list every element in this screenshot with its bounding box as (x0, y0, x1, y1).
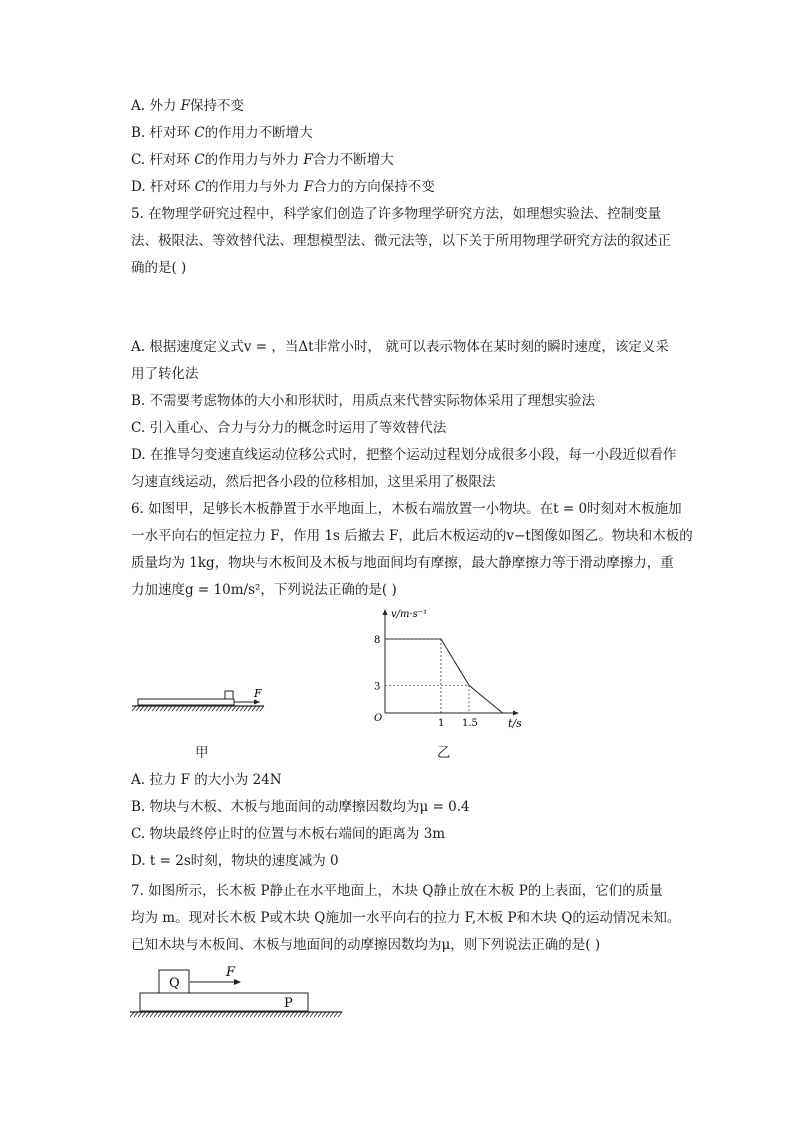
hatch-mark (196, 706, 200, 711)
q6-stem-line-1: 6. 如图甲，足够长木板静置于水平地面上，木板右端放置一小物块。在t = 0时刻对木板施加 (131, 501, 682, 517)
x-axis-arrow (513, 711, 519, 716)
hatch-mark (210, 1012, 214, 1017)
graph-marks (374, 635, 503, 729)
hatch-mark (266, 1012, 270, 1017)
hatch-mark (310, 1012, 314, 1017)
q5-stem-line-2: 法、极限法、等效替代法、理想模型法、微元法等，以下关于所用物理学研究方法的叙述正 (131, 233, 671, 249)
hatch-mark (240, 706, 244, 711)
hatch-mark (174, 1012, 178, 1017)
force-label: F (226, 965, 236, 980)
hatch-mark (246, 1012, 250, 1017)
q7-stem-line-3: 已知木块与木板间、木板与地面间的动摩擦因数均为μ，则下列说法正确的是( ) (131, 937, 601, 953)
hatch-mark (314, 1012, 318, 1017)
hatch-mark (248, 706, 252, 711)
hatch-mark (204, 706, 208, 711)
hatch-mark (148, 706, 152, 711)
hatch-mark (216, 706, 220, 711)
hatch-mark (334, 1012, 338, 1017)
x-tick-label: 1.5 (462, 718, 478, 729)
q5-stem-line-1: 5. 在物理学研究过程中，科学家们创造了许多物理学研究方法，如理想实验法、控制变量 (131, 206, 662, 222)
y-tick-label: 8 (374, 635, 381, 646)
hatch-mark (170, 1012, 174, 1017)
q6-option-d: D. t = 2s时刻，物块的速度减为 0 (131, 853, 339, 869)
hatch-mark (318, 1012, 322, 1017)
hatch-mark (162, 1012, 166, 1017)
q5-option-d: D. 在推导匀变速直线运动位移公式时，把整个运动过程划分成很多小段，每一小段近似看作 (131, 447, 677, 463)
hatch-mark (220, 706, 224, 711)
hatch-mark (270, 1012, 274, 1017)
q7-stem-line-2: 均为 m。现对长木板 P或木块 Q施加一水平向右的拉力 F,木板 P和木块 Q的运动情况未知。 (131, 910, 681, 926)
origin-label: O (374, 713, 383, 724)
figure-yi-caption: 乙 (437, 745, 451, 761)
force-arrowhead (254, 700, 260, 705)
hatch-mark (184, 706, 188, 711)
q7-stem-line-1: 7. 如图所示，长木板 P静止在水平地面上，木块 Q静止放在木板 P的上表面，它们的质量 (131, 883, 663, 899)
hatch-mark (160, 706, 164, 711)
hatch-mark (282, 1012, 286, 1017)
hatch-mark (222, 1012, 226, 1017)
hatch-mark (236, 706, 240, 711)
q6-option-a: A. 拉力 F 的大小为 24N (131, 772, 282, 788)
hatch-mark (168, 706, 172, 711)
hatch-mark (182, 1012, 186, 1017)
hatch-mark (142, 1012, 146, 1017)
hatch-mark (244, 706, 248, 711)
hatch-mark (260, 706, 264, 711)
hatch-mark (144, 706, 148, 711)
hatch-mark (132, 706, 136, 711)
ground-hatch (130, 1012, 342, 1017)
hatch-mark (134, 1012, 138, 1017)
hatch-mark (294, 1012, 298, 1017)
hatch-mark (206, 1012, 210, 1017)
hatch-mark (258, 1012, 262, 1017)
hatch-mark (192, 706, 196, 711)
y-axis-label: v/m·s⁻¹ (391, 609, 428, 620)
hatch-mark (256, 706, 260, 711)
q5-option-b: B. 不需要考虑物体的大小和形状时，用质点来代替实际物体采用了理想实验法 (131, 393, 596, 409)
hatch-mark (224, 706, 228, 711)
q5-option-d-cont: 匀速直线运动，然后把各小段的位移相加，这里采用了极限法 (131, 474, 496, 490)
figure-yi-vt-graph (355, 605, 555, 733)
hatch-mark (232, 706, 236, 711)
hatch-mark (254, 1012, 258, 1017)
hatch-mark (262, 1012, 266, 1017)
hatch-mark (278, 1012, 282, 1017)
hatch-mark (176, 706, 180, 711)
q6-stem-line-3: 质量均为 1kg，物块与木板间及木板与地面间均有摩擦，最大静摩擦力等于滑动摩擦力，重 (131, 555, 674, 571)
q5-stem-line-3: 确的是( ) (131, 260, 187, 276)
hatch-mark (252, 706, 256, 711)
q5-option-c: C. 引入重心、合力与分力的概念时运用了等效替代法 (131, 420, 447, 436)
board-p (140, 993, 308, 1011)
hatch-mark (200, 706, 204, 711)
hatch-mark (250, 1012, 254, 1017)
hatch-mark (164, 706, 168, 711)
hatch-mark (130, 1012, 134, 1017)
hatch-mark (330, 1012, 334, 1017)
hatch-mark (186, 1012, 190, 1017)
hatch-mark (286, 1012, 290, 1017)
hatch-mark (302, 1012, 306, 1017)
q5-option-a-cont: 用了转化法 (131, 366, 199, 382)
hatch-mark (290, 1012, 294, 1017)
hatch-mark (338, 1012, 342, 1017)
q4-option-c: C. 杆对环 C的作用力与外力 F合力不断增大 (131, 152, 394, 168)
hatch-mark (178, 1012, 182, 1017)
q4-option-d: D. 杆对环 C的作用力与外力 F合力的方向保持不变 (131, 179, 435, 195)
ground-hatch (132, 706, 264, 711)
hatch-mark (172, 706, 176, 711)
hatch-mark (212, 706, 216, 711)
force-label: F (254, 687, 262, 700)
hatch-mark (158, 1012, 162, 1017)
hatch-mark (166, 1012, 170, 1017)
series-line (385, 639, 503, 713)
hatch-mark (238, 1012, 242, 1017)
hatch-mark (230, 1012, 234, 1017)
x-tick-label: 1 (438, 718, 445, 729)
hatch-mark (242, 1012, 246, 1017)
y-tick-label: 3 (374, 681, 381, 693)
hatch-mark (198, 1012, 202, 1017)
hatch-mark (180, 706, 184, 711)
hatch-mark (298, 1012, 302, 1017)
hatch-mark (156, 706, 160, 711)
y-axis-arrow (383, 609, 388, 615)
figure-jia-caption: 甲 (195, 745, 209, 761)
block-q-label: Q (169, 976, 180, 991)
hatch-mark (234, 1012, 238, 1017)
hatch-mark (218, 1012, 222, 1017)
q6-stem-line-2: 一水平向右的恒定拉力 F，作用 1s 后撤去 F，此后木板运动的v−t图像如图乙。物块和木板的 (131, 528, 693, 544)
hatch-mark (140, 706, 144, 711)
q6-option-c: C. 物块最终停止时的位置与木板右端间的距离为 3m (131, 826, 446, 842)
figure-jia-board (126, 680, 276, 730)
hatch-mark (150, 1012, 154, 1017)
q6-stem-line-4: 力加速度g = 10m/s²，下列说法正确的是( ) (131, 582, 397, 598)
hatch-mark (274, 1012, 278, 1017)
hatch-mark (322, 1012, 326, 1017)
hatch-mark (146, 1012, 150, 1017)
hatch-mark (226, 1012, 230, 1017)
hatch-mark (306, 1012, 310, 1017)
board-p-label: P (284, 996, 293, 1011)
force-arrowhead (234, 979, 241, 985)
hatch-mark (202, 1012, 206, 1017)
hatch-mark (214, 1012, 218, 1017)
q4-option-b: B. 杆对环 C的作用力不断增大 (131, 125, 313, 141)
figure-q7-blocks (126, 960, 351, 1026)
hatch-mark (188, 706, 192, 711)
x-axis-label: t/s (508, 717, 522, 730)
hatch-mark (152, 706, 156, 711)
q4-option-a: A. 外力 F保持不变 (131, 98, 244, 114)
hatch-mark (326, 1012, 330, 1017)
hatch-mark (228, 706, 232, 711)
hatch-mark (208, 706, 212, 711)
q5-option-a: A. 根据速度定义式v = ，当Δt非常小时， 就可以表示物体在某时刻的瞬时速度，该定义采 (131, 339, 669, 355)
hatch-mark (136, 706, 140, 711)
hatch-mark (138, 1012, 142, 1017)
hatch-mark (190, 1012, 194, 1017)
hatch-mark (154, 1012, 158, 1017)
q6-option-b: B. 物块与木板、木板与地面间的动摩擦因数均为μ = 0.4 (131, 799, 470, 815)
small-block (225, 691, 233, 699)
hatch-mark (194, 1012, 198, 1017)
board (138, 699, 234, 705)
